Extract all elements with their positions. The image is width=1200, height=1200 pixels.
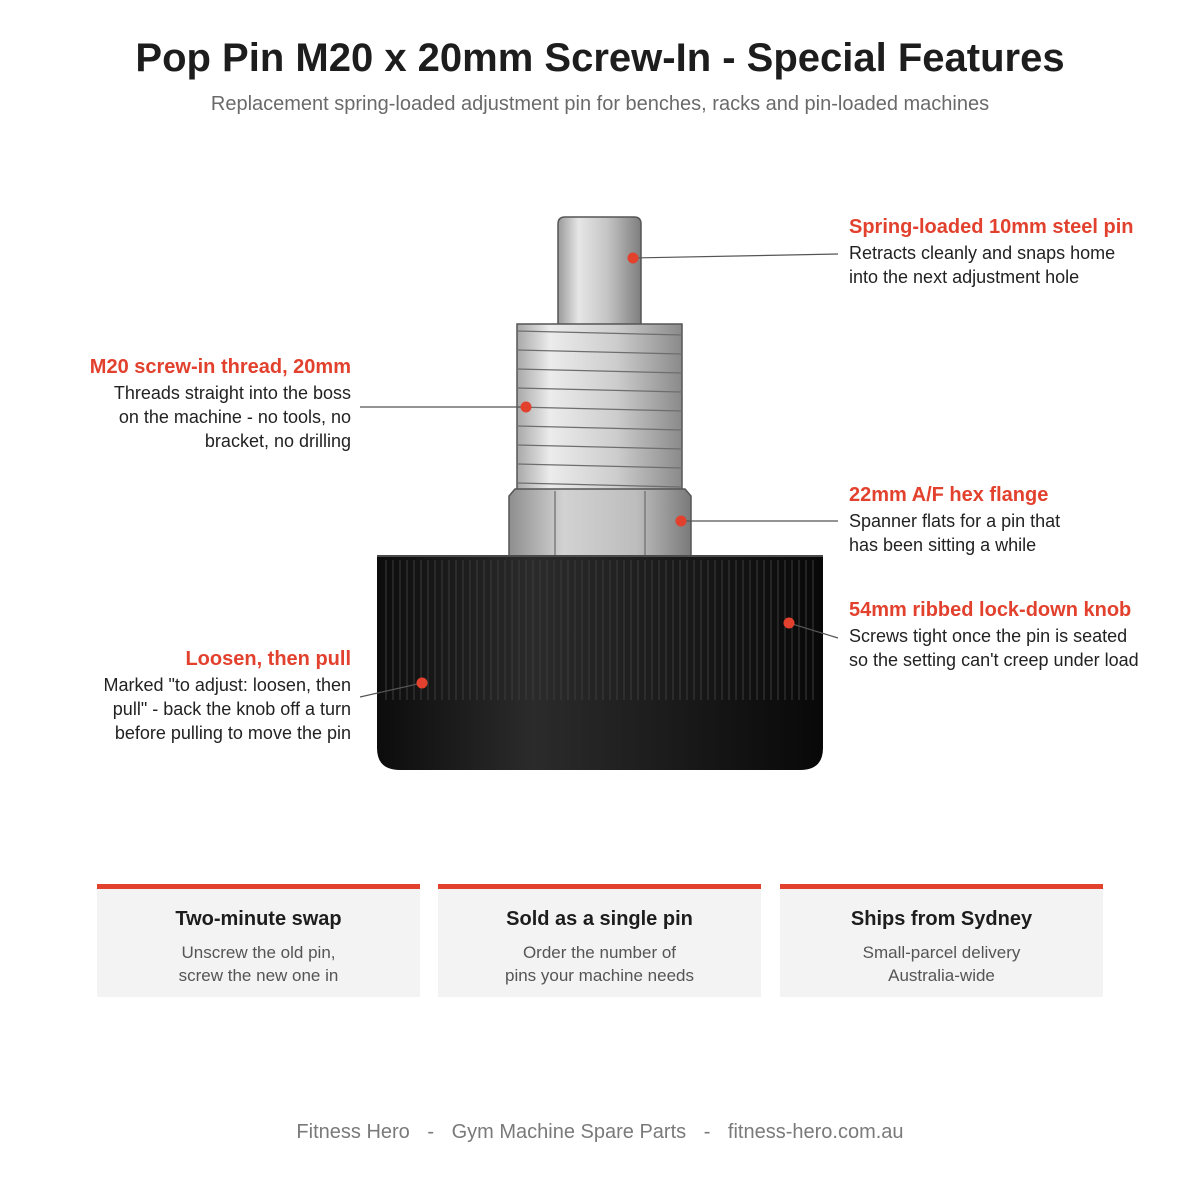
callout-knob [849, 596, 1139, 672]
callout-thread-heading: M20 screw-in thread, 20mm [89, 356, 351, 378]
callout-steel-pin-heading: Spring-loaded 10mm steel pin [849, 216, 1134, 238]
leader-steel-pin [633, 254, 838, 258]
footer-website[interactable]: fitness-hero.com.au [727, 1121, 904, 1143]
callout-knob-body: Screws tight once the pin is seated so the setting can't creep under load [849, 626, 1139, 670]
page-subtitle: Replacement spring-loaded adjustment pin for benches, racks and pin-loaded machines [210, 93, 990, 115]
feature-card-heading: Ships from Sydney [850, 908, 1033, 930]
callout-loosen [103, 645, 351, 745]
callout-knob-heading: 54mm ribbed lock-down knob [849, 599, 1132, 621]
marker-knob [784, 618, 795, 629]
steel-pin [558, 217, 641, 325]
callout-thread [90, 353, 351, 453]
footer-separator: - [427, 1121, 435, 1143]
marker-loosen [417, 678, 428, 689]
callout-hex-flange-body: Spanner flats for a pin that has been sitting a while [849, 511, 1061, 555]
feature-card-swap [97, 884, 420, 997]
callout-hex-flange-heading: 22mm A/F hex flange [849, 484, 1049, 506]
feature-card-body: Unscrew the old pin, screw the new one in [178, 943, 339, 985]
footer-brand: Fitness Hero [296, 1121, 410, 1143]
callout-thread-body: Threads straight into the boss on the machine - no tools, no bracket, no drilling [113, 383, 351, 451]
feature-card-heading: Two-minute swap [175, 908, 342, 930]
marker-thread [521, 402, 532, 413]
feature-card-body: Small-parcel delivery Australia-wide [862, 943, 1021, 985]
feature-card-heading: Sold as a single pin [506, 908, 693, 930]
footer [0, 1121, 1200, 1144]
callout-steel-pin [849, 213, 1134, 289]
marker-steel-pin [628, 253, 639, 264]
callout-loosen-heading: Loosen, then pull [185, 648, 351, 670]
hex-flange [509, 489, 691, 556]
lock-down-knob [377, 556, 823, 770]
thread-section [517, 324, 682, 490]
footer-tagline: Gym Machine Spare Parts [451, 1121, 687, 1143]
feature-card-shipping [780, 884, 1103, 997]
callout-loosen-body: Marked "to adjust: loosen, then pull" - back the knob off a turn before pulling to move the pin [103, 675, 351, 743]
footer-separator: - [703, 1121, 711, 1143]
page-title: Pop Pin M20 x 20mm Screw-In - Special Features [135, 36, 1065, 80]
callout-steel-pin-body: Retracts cleanly and snaps home into the next adjustment hole [849, 243, 1116, 287]
marker-hex-flange [676, 516, 687, 527]
feature-card-body: Order the number of pins your machine needs [504, 943, 694, 985]
callout-hex-flange [849, 481, 1060, 557]
feature-card-single-pin [438, 884, 761, 997]
